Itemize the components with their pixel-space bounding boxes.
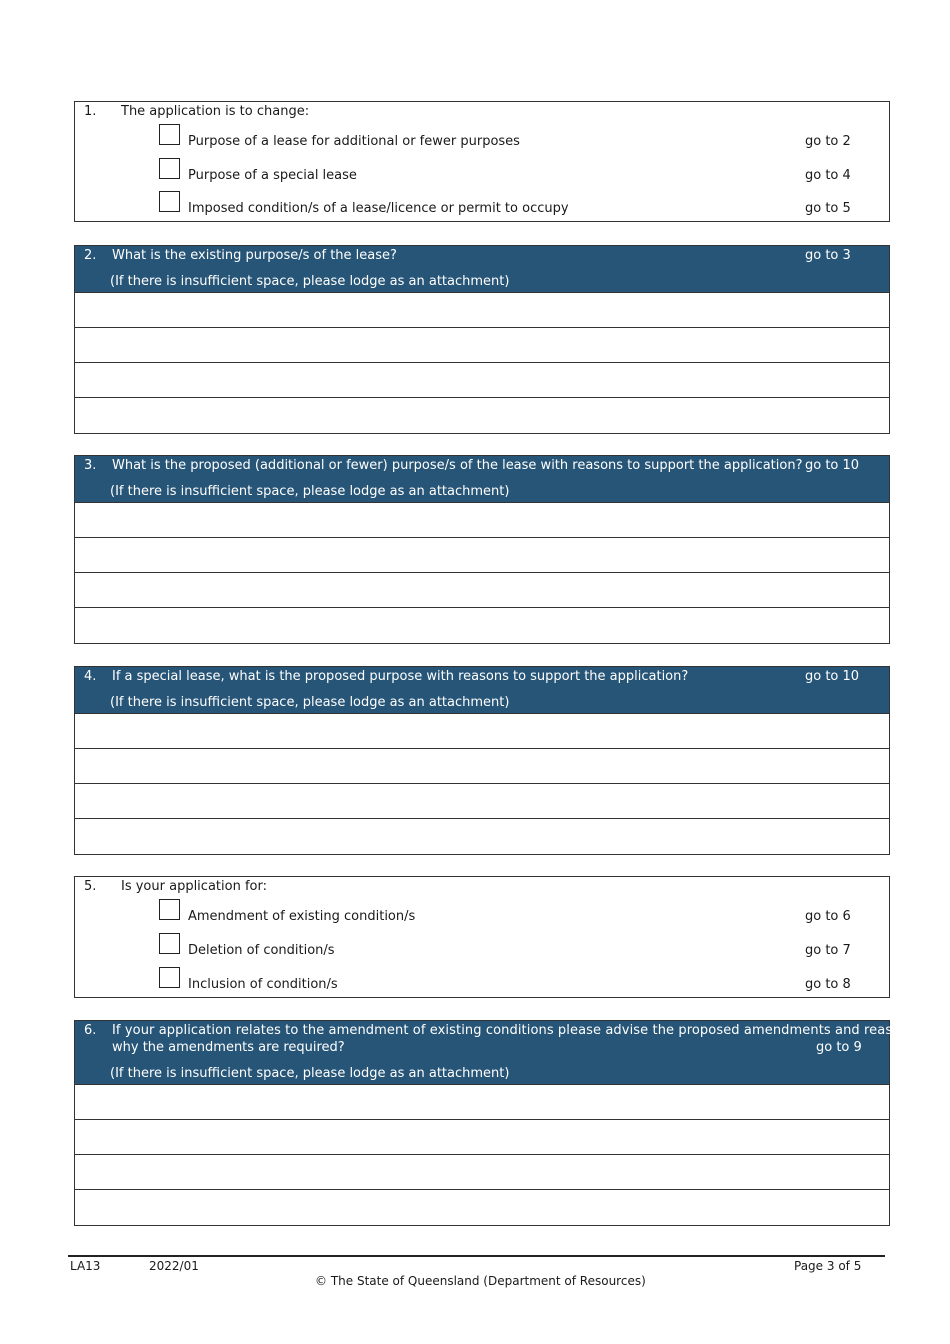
q5-checkbox-amendment[interactable] xyxy=(159,899,180,920)
q6-answer-line[interactable] xyxy=(75,1085,889,1120)
q4-header xyxy=(75,667,889,714)
q5-option-label: Deletion of condition/s xyxy=(188,943,335,958)
question-1-box xyxy=(74,101,890,222)
q1-checkbox-special-lease[interactable] xyxy=(159,158,180,179)
q5-option-goto: go to 8 xyxy=(805,977,851,992)
q6-note: (If there is insufficient space, please lodge as an attachment) xyxy=(110,1066,510,1081)
q2-answer-line[interactable] xyxy=(75,398,889,433)
q1-option-goto: go to 2 xyxy=(805,134,851,149)
q6-goto: go to 9 xyxy=(816,1040,862,1055)
q1-option-goto: go to 4 xyxy=(805,168,851,183)
q2-answer-line[interactable] xyxy=(75,293,889,328)
q5-option-goto: go to 6 xyxy=(805,909,851,924)
q1-checkbox-imposed-condition[interactable] xyxy=(159,191,180,212)
footer-copyright: © The State of Queensland (Department of Resources) xyxy=(315,1274,646,1288)
q5-option-label: Inclusion of condition/s xyxy=(188,977,338,992)
q3-question: What is the proposed (additional or fewer) purpose/s of the lease with reasons to support the application? xyxy=(112,458,803,473)
footer-page-number: Page 3 of 5 xyxy=(794,1259,862,1273)
q6-header xyxy=(75,1021,916,1085)
q6-answer-line[interactable] xyxy=(75,1190,889,1225)
q4-question: If a special lease, what is the proposed purpose with reasons to support the application? xyxy=(112,669,689,684)
q2-number: 2. xyxy=(84,248,97,263)
q1-option-goto: go to 5 xyxy=(805,201,851,216)
q4-note: (If there is insufficient space, please lodge as an attachment) xyxy=(110,695,510,710)
footer-version: 2022/01 xyxy=(149,1259,199,1273)
q3-number: 3. xyxy=(84,458,97,473)
question-6-box xyxy=(74,1020,916,1226)
q4-answer-line[interactable] xyxy=(75,714,889,749)
q3-note: (If there is insufficient space, please lodge as an attachment) xyxy=(110,484,510,499)
footer-divider xyxy=(68,1255,885,1257)
footer-form-code: LA13 xyxy=(70,1259,101,1273)
q1-checkbox-lease-purpose[interactable] xyxy=(159,124,180,145)
question-3-box xyxy=(74,455,890,644)
q2-header xyxy=(75,246,889,293)
q3-answer-line[interactable] xyxy=(75,608,889,643)
q5-option-label: Amendment of existing condition/s xyxy=(188,909,416,924)
question-4-box xyxy=(74,666,890,855)
q6-number: 6. xyxy=(84,1023,97,1038)
q5-title: Is your application for: xyxy=(121,879,267,894)
q2-answer-line[interactable] xyxy=(75,328,889,363)
q4-number: 4. xyxy=(84,669,97,684)
q3-header xyxy=(75,456,889,503)
q1-number: 1. xyxy=(84,104,97,119)
q2-goto: go to 3 xyxy=(805,248,851,263)
q5-option-goto: go to 7 xyxy=(805,943,851,958)
q6-answer-line[interactable] xyxy=(75,1120,889,1155)
q3-goto: go to 10 xyxy=(805,458,860,473)
q3-answer-line[interactable] xyxy=(75,573,889,608)
q3-answer-line[interactable] xyxy=(75,503,889,538)
q5-number: 5. xyxy=(84,879,97,894)
q4-goto: go to 10 xyxy=(805,669,860,684)
q1-option-label: Purpose of a special lease xyxy=(188,168,357,183)
question-5-box xyxy=(74,876,890,998)
q5-checkbox-inclusion[interactable] xyxy=(159,967,180,988)
q2-question: What is the existing purpose/s of the lease? xyxy=(112,248,397,263)
q2-note: (If there is insufficient space, please lodge as an attachment) xyxy=(110,274,510,289)
q5-checkbox-deletion[interactable] xyxy=(159,933,180,954)
q1-option-label: Imposed condition/s of a lease/licence or permit to occupy xyxy=(188,201,569,216)
q4-answer-line[interactable] xyxy=(75,819,889,854)
q6-question-line1: If your application relates to the amendment of existing conditions please advise the proposed amendments and reasons xyxy=(112,1023,916,1038)
q1-title: The application is to change: xyxy=(121,104,310,119)
q1-option-label: Purpose of a lease for additional or fewer purposes xyxy=(188,134,520,149)
q3-answer-line[interactable] xyxy=(75,538,889,573)
q4-answer-line[interactable] xyxy=(75,749,889,784)
question-2-box xyxy=(74,245,890,434)
q6-answer-line[interactable] xyxy=(75,1155,889,1190)
q4-answer-line[interactable] xyxy=(75,784,889,819)
q6-question-line2: why the amendments are required? xyxy=(112,1040,345,1055)
q2-answer-line[interactable] xyxy=(75,363,889,398)
